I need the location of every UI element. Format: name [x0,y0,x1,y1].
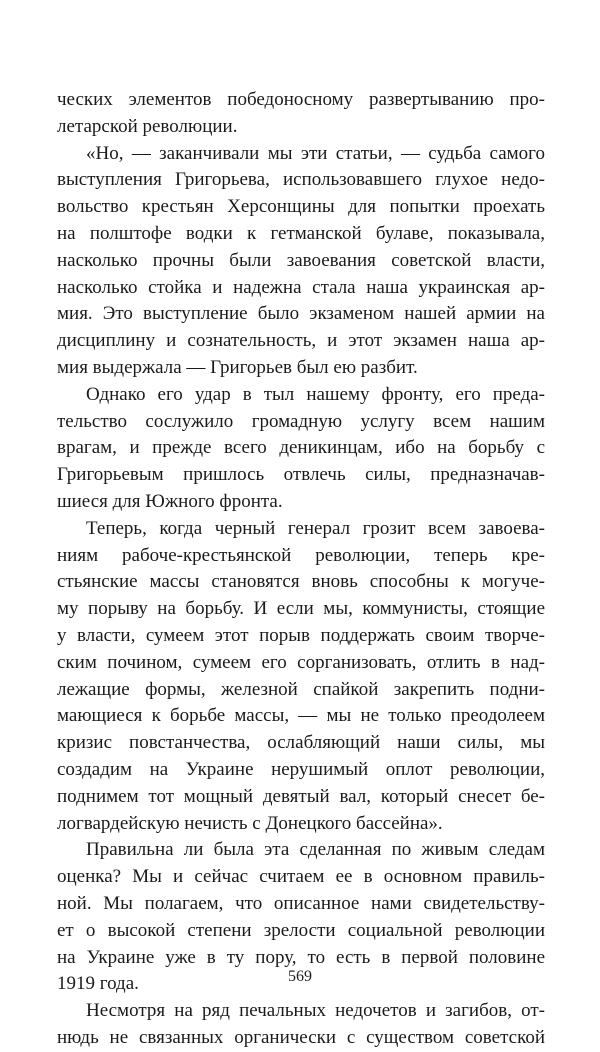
text-line: насколько стойка и надежна стала наша украинская ар- [57,276,545,298]
text-line: летарской революции. [57,115,238,137]
text-line: ским почином, сумеем его сорганизовать, отлить в над- [57,651,545,673]
text-line: выступления Григорьева, использовавшего глухое недо- [57,169,545,191]
text-line: на полштофе водки к гетманской булаве, показывала, [57,222,545,244]
text-line: му порыву на борьбу. И если мы, коммунисты, стоящие [57,598,545,620]
page-number: 569 [288,968,312,985]
text-line: ет о высокой степени зрелости социальной революции [57,919,545,941]
text-line: стьянские массы становятся вновь способны к могуче- [57,571,545,593]
text-line: вольство крестьян Херсонщины для попытки проехать [57,196,545,218]
text-line: врагам, и прежде всего деникинцам, ибо на борьбу с [57,437,545,459]
text-line: мающиеся к борьбе массы, — мы не только преодолеем [57,705,545,727]
text-line: у власти, сумеем этот порыв поддержать своим творче- [57,624,545,646]
text-line: ной. Мы полагаем, что описанное нами свидетельству- [57,892,545,914]
text-line: ческих элементов победоносному развертыванию про- [57,89,545,110]
text-line: нюдь не связанных органически с существом советской [57,1026,545,1048]
paragraph-first-line: Несмотря на ряд печальных недочетов и загибов, от- [86,1000,545,1022]
paragraph-first-line: Теперь, когда черный генерал грозит всем завоева- [86,517,545,539]
text-line: кризис повстанчества, ослабляющий наши силы, мы [57,732,545,754]
text-line: Григорьевым пришлось отвлечь силы, предназначав- [57,464,545,486]
text-line: логвардейскую нечисть с Донецкого бассейна». [57,812,443,834]
paragraph-first-line: Правильна ли была эта сделанная по живым следам [86,839,545,861]
text-line: оценка? Мы и сейчас считаем ее в основном правиль- [57,866,545,888]
text-line: дисциплину и сознательность, и этот экзамен наша ар- [57,330,545,352]
text-line: тельство сослужило громадную услугу всем нашим [57,410,545,432]
text-line: мия. Это выступление было экзаменом нашей армии на [57,303,545,325]
text-line: поднимем тот мощный девятый вал, который снесет бе- [57,785,545,807]
body-text [57,87,545,1052]
text-line: 1919 года. [57,973,139,995]
text-line: на Украине уже в ту пору, то есть в первой половине [57,946,545,968]
text-line: лежащие формы, железной спайкой закрепить подни- [57,678,545,700]
text-line: создадим на Украине нерушимый оплот революции, [57,758,545,780]
text-line: мия выдержала — Григорьев был ею разбит. [57,356,418,378]
text-line: насколько прочны были завоевания советской власти, [57,249,545,271]
paragraph-first-line: Однако его удар в тыл нашему фронту, его преда- [86,383,545,405]
text-line: шиеся для Южного фронта. [57,490,283,512]
text-line: ниям рабоче-крестьянской революции, теперь кре- [57,544,545,566]
paragraph-first-line: «Но, — заканчивали мы эти статьи, — судьба самого [86,142,545,164]
